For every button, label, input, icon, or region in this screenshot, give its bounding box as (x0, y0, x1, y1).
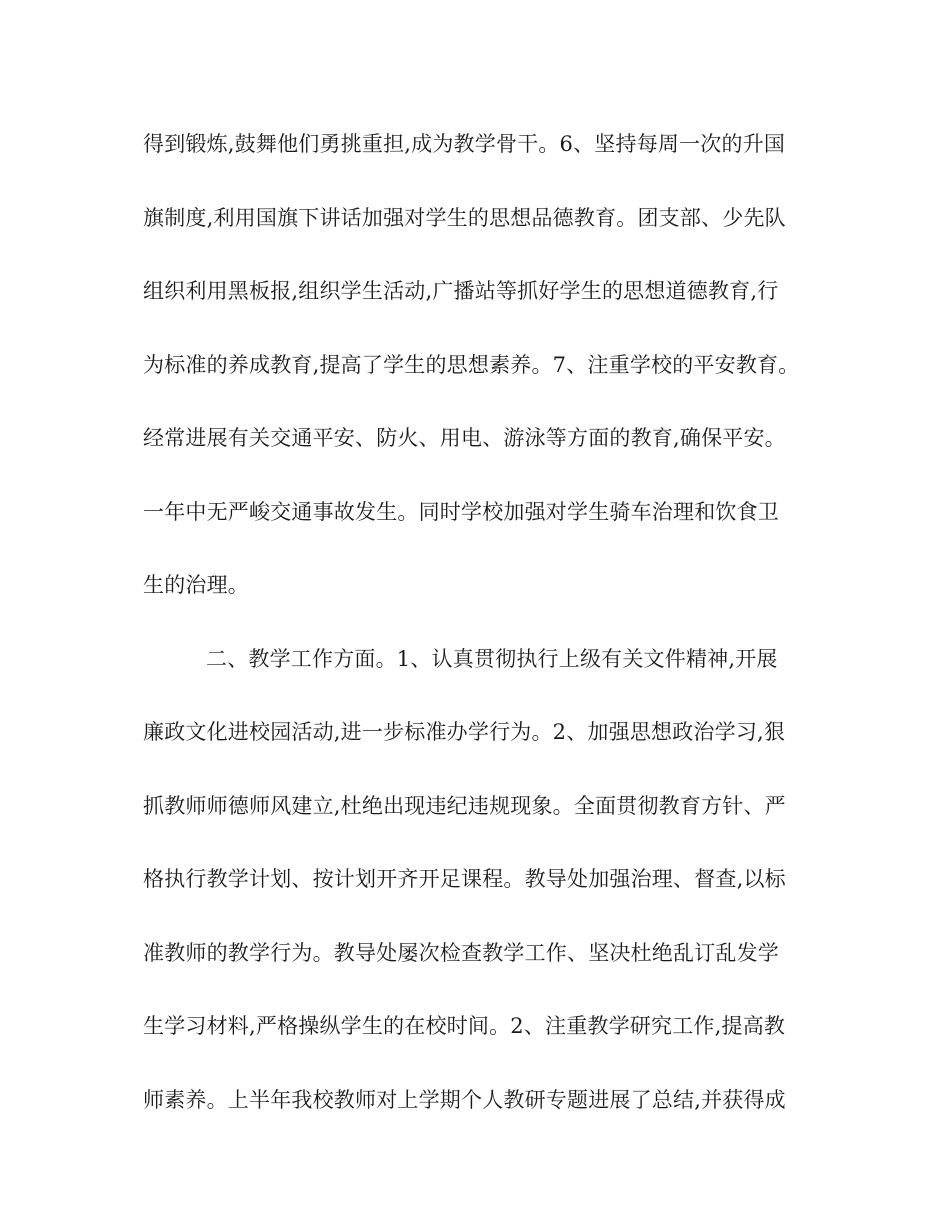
text-line: 准教师的教学行为。教导处屡次检查教学工作、坚决杜绝乱订乱发学 (143, 940, 779, 965)
text-line: 抓教师师德师风建立,杜绝出现违纪违规现象。全面贯彻教育方针、严 (143, 793, 786, 818)
paragraph-start-line: 二、教学工作方面。1、认真贯彻执行上级有关文件精神,开展 (206, 646, 778, 671)
text-line: 组织利用黑板报,组织学生活动,广播站等抓好学生的思想道德教育,行 (143, 279, 779, 303)
text-line: 生的治理。 (143, 573, 249, 597)
text-line: 师素养。上半年我校教师对上学期个人教研专题进展了总结,并获得成 (143, 1087, 786, 1112)
text-line: 一年中无严峻交通事故发生。同时学校加强对学生骑车治理和饮食卫 (143, 499, 779, 524)
text-line: 经常进展有关交通平安、防火、用电、游泳等方面的教育,确保平安。 (143, 426, 786, 450)
text-line: 生学习材料,严格操纵学生的在校时间。2、注重教学研究工作,提高教 (143, 1014, 786, 1038)
text-line: 得到锻炼,鼓舞他们勇挑重担,成为教学骨干。6、坚持每周一次的升国 (143, 132, 786, 156)
body-text (143, 121, 823, 1150)
text-line: 为标准的养成教育,提高了学生的思想素养。7、注重学校的平安教育。 (143, 352, 800, 377)
text-line: 格执行教学计划、按计划开齐开足课程。教导处加强治理、督查,以标 (143, 867, 786, 891)
text-line: 旗制度,利用国旗下讲话加强对学生的思想品德教育。团支部、少先队 (143, 205, 786, 230)
text-line: 廉政文化进校园活动,进一步标准办学行为。2、加强思想政治学习,狠 (143, 720, 786, 744)
